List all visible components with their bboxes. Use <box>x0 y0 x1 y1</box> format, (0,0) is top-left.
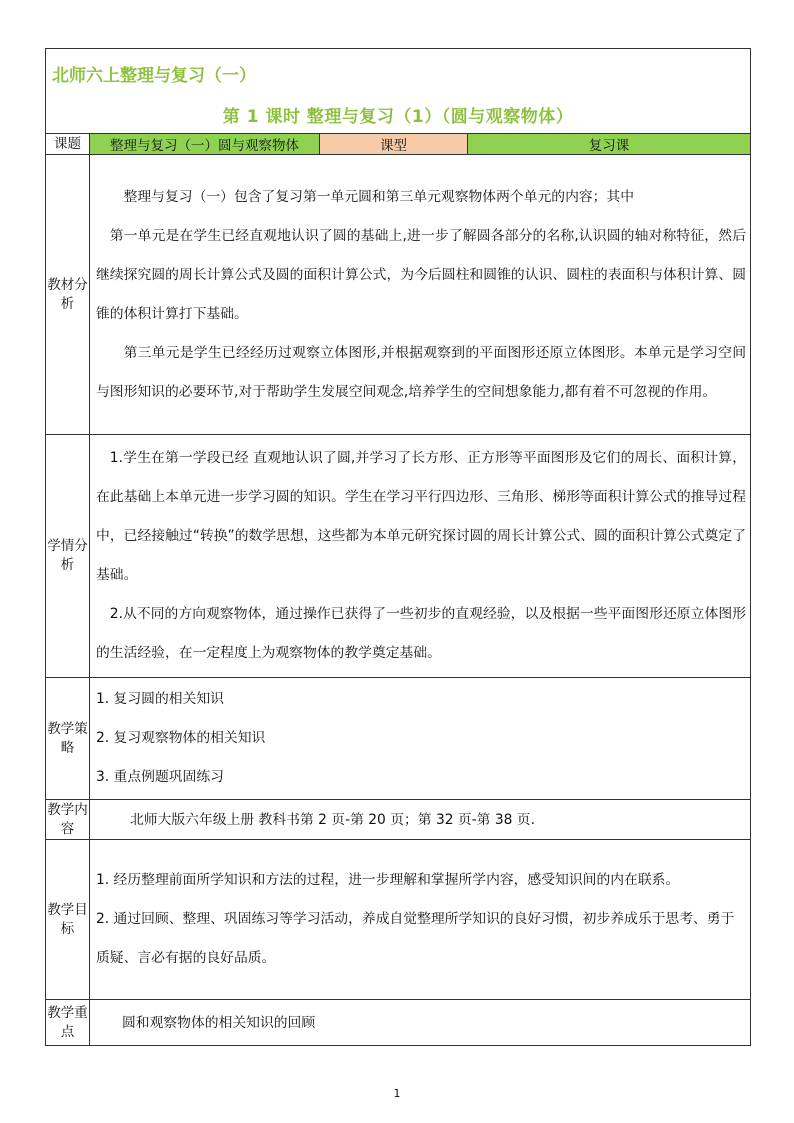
jiaocai-paragraph: 第一单元是在学生已经直观地认识了圆的基础上,进一步了解圆各部分的名称,认识圆的轴对称特征，然后继续探究圆的周长计算公式及圆的面积计算公式，为今后圆柱和圆锥的认识、圆柱的表面积与体积计算、圆锥的体积计算打下基础。 <box>96 227 746 322</box>
mubiao-row <box>46 840 751 1000</box>
series-title: 北师六上整理与复习（一） <box>52 66 256 86</box>
celue-item: 1. 复习圆的相关知识 <box>96 691 224 707</box>
celue-item: 2. 复习观察物体的相关知识 <box>96 730 266 746</box>
lesson-plan-sheet <box>45 48 750 1046</box>
jiaocai-row <box>46 155 751 435</box>
topic-label: 课题 <box>46 134 90 155</box>
celue-item: 3. 重点例题巩固练习 <box>96 769 224 785</box>
celue-row <box>46 678 751 800</box>
lesson-plan-table <box>45 48 751 1046</box>
celue-content <box>90 678 751 800</box>
xueqing-paragraph: 1.学生在第一学段已经 直观地认识了圆,并学习了长方形、正方形等平面图形及它们的周长、面积计算，在此基础上本单元进一步学习圆的知识。学生在学习平行四边形、三角形、梯形等面积计算公式的推导过程中，已经接触过“转换”的数学思想，这些都为本单元研究探讨圆的周长计算公式、圆的面积计算公式奠定了基础。 <box>96 450 746 583</box>
header-cell <box>46 49 751 134</box>
zhongdian-label: 教学重点 <box>46 1000 90 1046</box>
mubiao-item: 2. 通过回顾、整理、巩固练习等学习活动，养成自觉整理所学知识的良好习惯，初步养成乐于思考、勇于质疑、言必有据的良好品质。 <box>96 911 735 966</box>
xueqing-row <box>46 435 751 678</box>
mubiao-label: 教学目标 <box>46 840 90 1000</box>
neirong-content: 北师大版六年级上册 教科书第 2 页-第 20 页；第 32 页-第 38 页. <box>90 800 751 840</box>
neirong-row <box>46 800 751 840</box>
topic-row <box>46 134 751 155</box>
mubiao-content <box>90 840 751 1000</box>
zhongdian-row <box>46 1000 751 1046</box>
jiaocai-label: 教材分析 <box>46 155 90 435</box>
xueqing-content <box>90 435 751 678</box>
xueqing-label: 学情分析 <box>46 435 90 678</box>
lesson-title: 第 1 课时 整理与复习（1）（圆与观察物体） <box>222 107 574 127</box>
jiaocai-paragraph: 整理与复习（一）包含了复习第一单元圆和第三单元观察物体两个单元的内容；其中 <box>123 188 635 205</box>
topic-value: 整理与复习（一）圆与观察物体 <box>90 134 320 155</box>
jiaocai-paragraph: 第三单元是学生已经经历过观察立体图形,并根据观察到的平面图形还原立体图形。本单元是学习空间与图形知识的必要环节,对于帮助学生发展空间观念,培养学生的空间想象能力,都有着不可忽视的作用。 <box>96 344 746 400</box>
type-label: 课型 <box>320 134 468 155</box>
neirong-label: 教学内容 <box>46 800 90 840</box>
zhongdian-content: 圆和观察物体的相关知识的回顾 <box>90 1000 751 1046</box>
celue-label: 教学策略 <box>46 678 90 800</box>
jiaocai-content <box>90 155 751 435</box>
xueqing-paragraph: 2.从不同的方向观察物体，通过操作已获得了一些初步的直观经验，以及根据一些平面图形还原立体图形的生活经验，在一定程度上为观察物体的教学奠定基础。 <box>96 606 746 661</box>
mubiao-item: 1. 经历整理前面所学知识和方法的过程，进一步理解和掌握所学内容，感受知识间的内在联系。 <box>96 872 680 888</box>
page-number: 1 <box>393 1087 401 1100</box>
type-value: 复习课 <box>468 134 751 155</box>
